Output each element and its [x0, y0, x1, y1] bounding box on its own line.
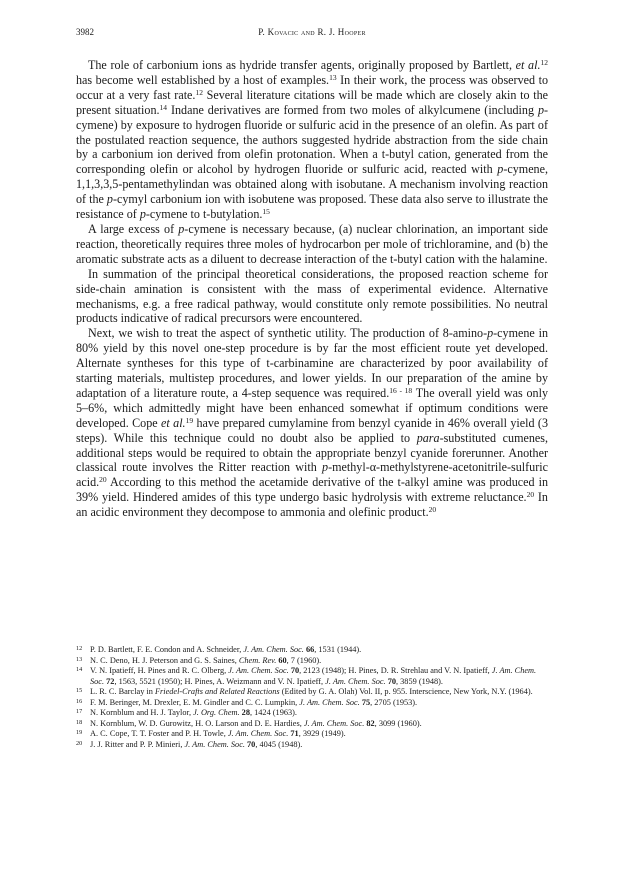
footnote	[76, 698, 548, 709]
text-run: J. Am. Chem. Soc.	[243, 645, 304, 654]
text-run: p	[322, 460, 329, 475]
text-run: , 4045 (1948).	[255, 739, 303, 749]
text-run: -cymene in 80% yield by this novel one-step procedure is by far the most efficient route yet developed. Alternate syntheses for this type of t-carbinamine are characterized by poor availability of starting materials, multistep procedures, and lower yields. In our preparation of the amine by adaptation of a literature route, a 4-step sequence was required.	[76, 326, 549, 400]
footnote	[76, 719, 548, 730]
text-run: Friedel-Crafts and Related Reactions	[154, 687, 280, 696]
footnote-number: 20	[76, 739, 83, 747]
paragraph	[76, 58, 548, 222]
text-run: p	[487, 326, 494, 341]
text-run: p	[537, 102, 544, 117]
citation-ref: 13	[329, 72, 337, 82]
text-run: , 2123 (1948); H. Pines, D. R. Strehlau and V. N. Ipatieff,	[299, 666, 492, 675]
text-run: -methyl-α-methylstyrene-acetonitrile-sulfuric acid.	[76, 460, 548, 490]
footnote-number: 16	[76, 697, 83, 705]
footnote	[76, 656, 548, 667]
citation-ref: 16 - 18	[389, 385, 413, 395]
footnote-number: 14	[76, 666, 83, 673]
text-run: In summation of the principal theoretical considerations, the proposed reaction scheme for side-chain amination is consistent with the mass of experimental evidence. Alternative mechanisms, e.g. a free radical pathway, would constitute only remote possibilities. No neutral products indicative of radical precursors were encountered.	[76, 266, 548, 326]
text-run: 28	[241, 708, 250, 717]
text-run: , 3929 (1949).	[298, 729, 346, 738]
text-run: has become well established by a host of examples.	[76, 72, 330, 87]
citation-ref: 15	[262, 207, 270, 217]
citation-ref: 19	[185, 415, 194, 425]
citation-ref: 20	[526, 490, 535, 500]
page-number: 3982	[76, 27, 94, 37]
text-run: According to this method the acetamide derivative of the t-alkyl amine was produced in 39% yield. Hindered amides of this type undergo basic hydrolysis with extreme reluctance.	[76, 475, 548, 505]
text-run: J. Am. Chem. Soc.	[227, 729, 289, 738]
text-run: Several literature citations will be made which are closely akin to the present situation.	[76, 87, 548, 117]
text-run: , 7 (1960).	[286, 655, 322, 665]
text-run: -cymene) by exposure to hydrogen fluoride or sulfuric acid in the presence of an olefin. As part of the postulated reaction sequence, the authors suggested hydride abstraction from the side chain by a carbonium ion derived from olefin protonation. When a t-butyl cation, generated from the corresponding olefin or alcohol by hydrogen fluoride or sulfuric acid, reacted with	[76, 102, 549, 177]
citation-ref: 12	[195, 87, 203, 97]
text-run: J. Am. Chem. Soc.	[90, 666, 537, 686]
text-run: J. Am. Chem. Soc.	[228, 666, 289, 675]
text-run: et al.	[161, 415, 186, 430]
text-run: , 3859 (1948).	[396, 676, 444, 686]
running-title: P. Kovacic and R. J. Hooper	[258, 27, 366, 37]
footnote-number: 12	[76, 645, 83, 652]
text-run: F. M. Beringer, M. Drexler, E. M. Gindler and C. C. Lumpkin,	[90, 697, 300, 707]
text-run: L. R. C. Barclay in	[90, 687, 155, 696]
text-run: 70	[387, 676, 396, 686]
text-run: N. Kornblum, W. D. Gurowitz, H. O. Larson and D. E. Hardies,	[90, 718, 304, 728]
body-text	[76, 58, 548, 520]
text-run: et al.	[515, 58, 541, 72]
footnote	[76, 687, 548, 698]
paragraph	[76, 267, 548, 327]
text-run: Indane derivatives are formed from two moles of alkylcumene (including	[167, 102, 538, 117]
text-run: 72	[106, 676, 115, 686]
footnote	[76, 708, 548, 719]
text-run: J. J. Ritter and P. P. Minieri,	[90, 739, 185, 749]
text-run: J. Am. Chem. Soc.	[299, 697, 360, 707]
text-run: 60	[278, 655, 287, 665]
text-run: A large excess of	[88, 221, 179, 236]
text-run: -cymene to t-butylation.	[145, 207, 263, 222]
text-run: V. N. Ipatieff, H. Pines and R. C. Olberg,	[90, 666, 229, 675]
text-run: In an acidic environment they decompose to ammonia and olefinic product.	[76, 490, 548, 520]
text-run: 71	[290, 729, 299, 738]
footnote	[76, 729, 548, 740]
footnote	[76, 740, 548, 751]
text-run: have prepared cumylamine from benzyl cyanide in 46% overall yield (3 steps). While this technique could no doubt also be applied to	[76, 415, 548, 445]
running-header	[76, 25, 548, 39]
citation-ref: 20	[99, 475, 107, 485]
citation-ref: 14	[159, 102, 168, 112]
text-run: P. D. Bartlett, F. E. Condon and A. Schneider,	[90, 645, 244, 654]
paragraph	[76, 326, 548, 520]
text-run: -substituted cumenes, additional steps would be required to obtain the appropriate benzyl cyanide forerunner. Another classical route involves the Ritter reaction with	[76, 430, 548, 475]
text-run: N. Kornblum and H. J. Taylor,	[90, 708, 194, 717]
footnotes	[76, 645, 548, 750]
footnote	[76, 645, 548, 656]
text-run: p	[497, 162, 504, 177]
text-run: 75	[361, 697, 371, 707]
text-run: , 1424 (1963).	[249, 708, 297, 717]
footnote	[76, 666, 548, 687]
text-run: -cymene is necessary because, (a) nuclear chlorination, an important side reaction, theoretically requires three moles of hydrocarbon per mole of trichloramine, and (b) the aromatic substrate acts as a diluent to decrease interaction of the t-butyl cation with the halamine.	[76, 221, 548, 266]
paragraph	[76, 222, 548, 267]
text-run: The overall yield was only 5–6%, which admittedly might have been enhanced somewhat if optimum conditions were developed. Cope	[76, 385, 549, 430]
text-run: A. C. Cope, T. T. Foster and P. H. Towle,	[90, 729, 228, 738]
text-run: , 3099 (1960).	[374, 718, 422, 728]
citation-ref: 20	[428, 505, 437, 515]
footnote-number: 17	[76, 708, 83, 715]
text-run: J. Org. Chem.	[193, 708, 240, 717]
footnote-number: 18	[76, 718, 83, 726]
text-run: 70	[290, 666, 300, 675]
text-run: -cymene, 1,1,3,3,5-pentamethylindan was obtained along with isobutane. A mechanism involving reaction of the	[76, 162, 548, 207]
text-run: Chem. Rev.	[238, 655, 277, 665]
text-run: -cymyl carbonium ion with isobutene was proposed. These data also serve to illustrate the resistance of	[76, 192, 548, 222]
text-run: In their work, the process was observed to occur at a very fast rate.	[76, 72, 548, 102]
text-run: , 2705 (1953).	[370, 697, 418, 707]
text-run: , 1531 (1944).	[314, 645, 362, 654]
text-run: 66	[305, 645, 315, 654]
citation-ref: 12	[540, 58, 548, 67]
text-run: 70	[247, 739, 256, 749]
footnote-number: 19	[76, 729, 83, 736]
text-run: p	[106, 192, 113, 207]
text-run: 82	[366, 718, 375, 728]
footnote-number: 13	[76, 655, 83, 663]
text-run: p	[139, 207, 146, 222]
text-run: The role of carbonium ions as hydride transfer agents, originally proposed by Bartlett,	[88, 58, 516, 72]
text-run: J. Am. Chem. Soc.	[184, 739, 245, 749]
text-run: J. Am. Chem. Soc.	[303, 718, 365, 728]
text-run: , 1563, 5521 (1950); H. Pines, A. Weizmann and V. N. Ipatieff,	[114, 676, 326, 686]
text-run: Next, we wish to treat the aspect of synthetic utility. The production of 8-amino-	[88, 326, 488, 341]
text-run: N. C. Deno, H. J. Peterson and G. S. Saines,	[90, 655, 239, 665]
text-run: J. Am. Chem. Soc.	[325, 676, 386, 686]
text-run: p	[178, 221, 185, 236]
footnote-number: 15	[76, 687, 83, 694]
text-run: (Edited by G. A. Olah) Vol. II, p. 955. Interscience, New York, N.Y. (1964).	[279, 687, 533, 696]
text-run: para	[416, 430, 440, 445]
